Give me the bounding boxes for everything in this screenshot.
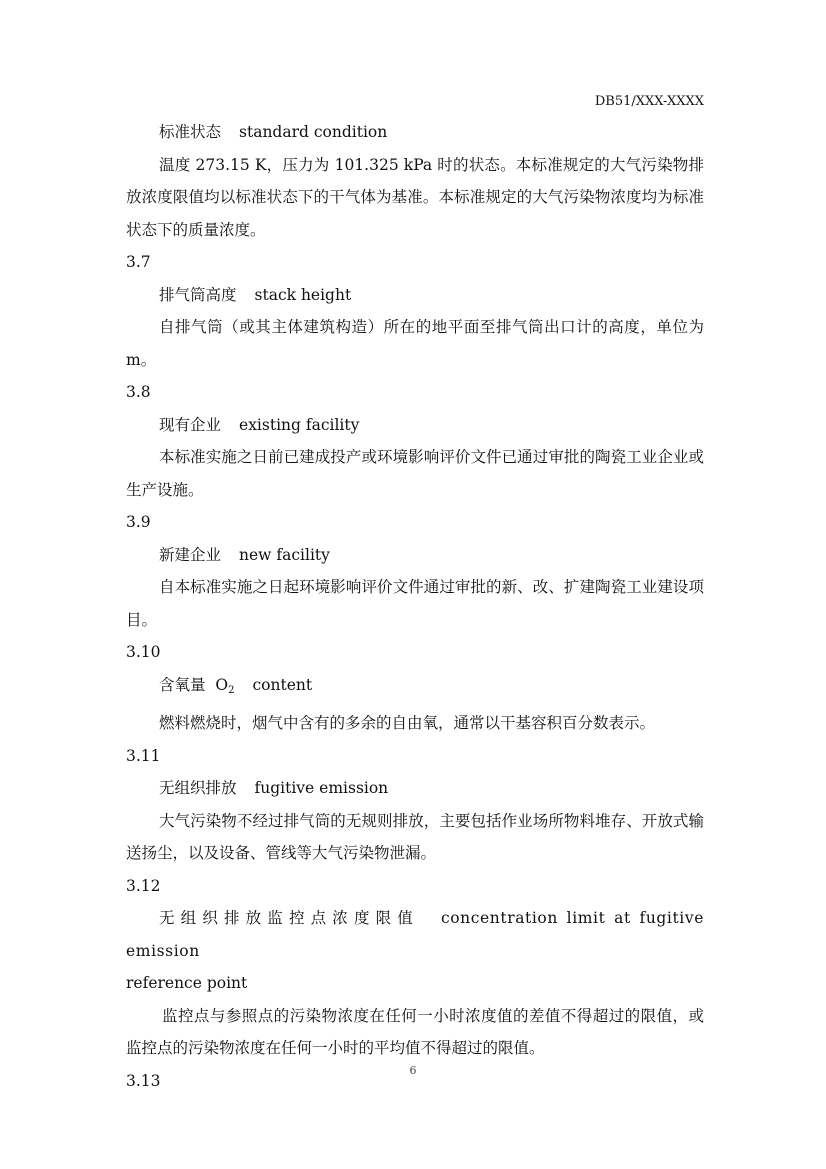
term-heading [126, 772, 704, 805]
term-heading [126, 539, 704, 572]
term-en: standard condition [239, 123, 388, 141]
page-number: 6 [409, 1064, 417, 1077]
term-zh: 新建企业 [159, 545, 222, 564]
clause-number: 3.11 [126, 746, 161, 765]
term-definition: 自本标准实施之日起环境影响评价文件通过审批的新、改、扩建陶瓷工业建设项目。 [126, 578, 704, 629]
term-heading [126, 669, 704, 708]
term-en: new facility [239, 545, 330, 564]
document-body [126, 116, 704, 1097]
term-definition: 自排气筒（或其主体建筑构造）所在的地平面至排气筒出口计的高度，单位为 m。 [126, 318, 704, 369]
term-en: content [252, 675, 313, 694]
term-heading [126, 902, 704, 967]
term-definition: 温度 273.15 K，压力为 101.325 kPa 时的状态。本标准规定的大气污染物排放浓度限值均以标准状态下的干气体为基准。本标准规定的大气污染物浓度均为标准状态下的质量浓度。 [126, 155, 704, 239]
clause-number: 3.10 [126, 643, 161, 661]
term-en: concentration limit at fugitive emission [126, 909, 704, 960]
term-zh: 无组织排放 [159, 779, 237, 797]
term-definition: 燃料燃烧时，烟气中含有的多余的自由氧，通常以干基容积百分数表示。 [159, 714, 656, 732]
term-heading [126, 116, 704, 149]
term-en-continued: reference point [126, 974, 248, 992]
chem-subscript: 2 [228, 684, 235, 696]
clause-number: 3.12 [126, 876, 161, 895]
term-definition: 监控点与参照点的污染物浓度在任何一小时浓度值的差值不得超过的限值，或监控点的污染物浓度在任何一小时的平均值不得超过的限值。 [126, 1006, 704, 1057]
term-heading [126, 409, 704, 442]
term-zh: 标准状态 [159, 123, 222, 141]
term-en: stack height [254, 285, 352, 304]
clause-number: 3.7 [126, 253, 151, 271]
document-code: DB51/XXX-XXXX [594, 94, 704, 109]
term-en: existing facility [239, 415, 360, 434]
term-heading [126, 279, 704, 312]
term-zh: 含氧量 [159, 675, 206, 694]
clause-number: 3.9 [126, 513, 151, 531]
clause-number: 3.8 [126, 383, 151, 401]
term-zh: 排气筒高度 [159, 285, 237, 304]
term-definition: 大气污染物不经过排气筒的无规则排放，主要包括作业场所物料堆存、开放式输送扬尘，以及设备、管线等大气污染物泄漏。 [126, 811, 704, 862]
term-zh: 现有企业 [159, 415, 222, 434]
chem-formula: O [215, 675, 229, 694]
clause-number: 3.13 [126, 1071, 161, 1090]
term-zh: 无组织排放监控点浓度限值 [159, 909, 419, 927]
term-definition: 本标准实施之日前已建成投产或环境影响评价文件已通过审批的陶瓷工业企业或生产设施。 [126, 448, 704, 499]
term-en: fugitive emission [254, 779, 389, 797]
